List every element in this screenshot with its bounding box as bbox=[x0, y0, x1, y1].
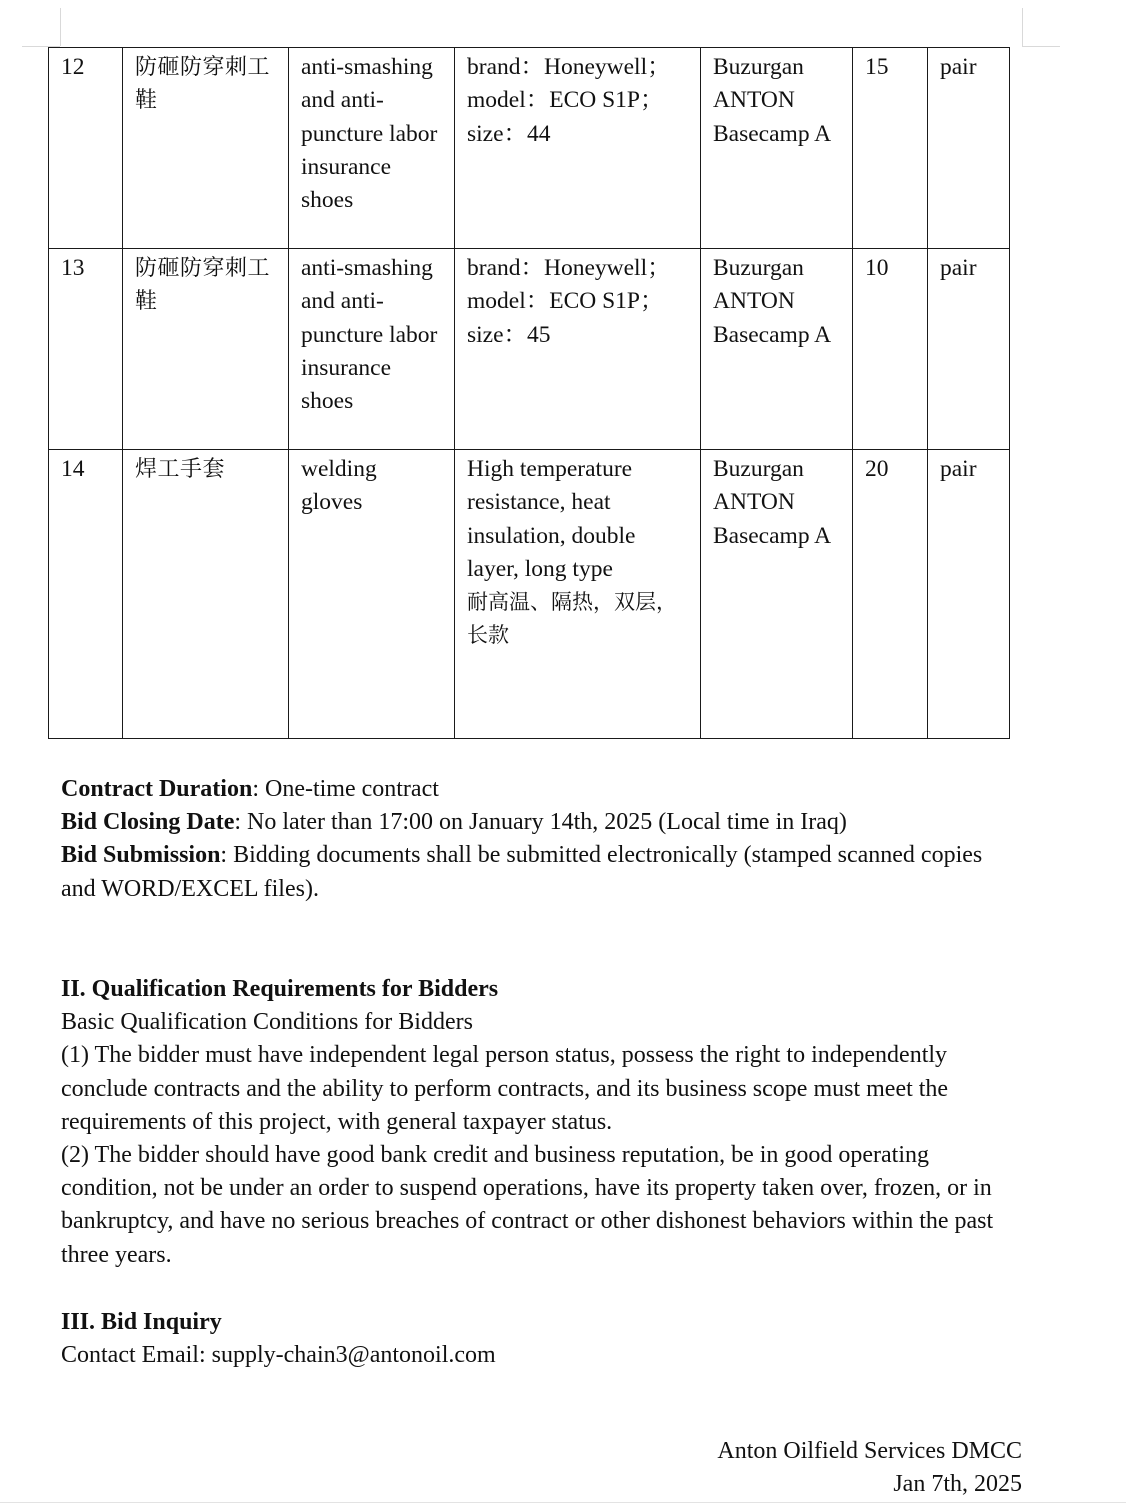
item-name-cn: 防砸防穿刺工鞋 bbox=[123, 249, 289, 450]
table-row bbox=[49, 48, 1010, 249]
qualification-heading-text: II. Qualification Requirements for Bidders bbox=[61, 976, 499, 1002]
qualification-section bbox=[61, 973, 1021, 1272]
corner-mark-left-vertical bbox=[60, 8, 61, 46]
contract-duration-label: Contract Duration bbox=[61, 776, 253, 802]
item-unit: pair bbox=[928, 450, 1010, 739]
bid-submission-value: : Bidding documents shall be submitted electronically (stamped scanned copies and WORD/EXCEL files). bbox=[61, 842, 983, 902]
item-number: 13 bbox=[49, 249, 123, 450]
qualification-subheading: Basic Qualification Conditions for Bidders bbox=[61, 1009, 473, 1036]
item-number: 12 bbox=[49, 48, 123, 249]
item-spec bbox=[455, 450, 701, 739]
company-name: Anton Oilfield Services DMCC bbox=[717, 1438, 1022, 1464]
bid-submission-label: Bid Submission bbox=[61, 842, 221, 869]
items-table bbox=[48, 47, 1010, 739]
item-location: Buzurgan ANTON Basecamp A bbox=[701, 249, 853, 450]
item-name-en: welding gloves bbox=[289, 450, 455, 739]
qualification-item-2: (2) The bidder should have good bank credit and business reputation, be in good operating condition, not be under an order to suspend operations, have its property taken over, frozen, or in bankruptcy, and have no serious breaches of contract or other dishonest behaviors within the past three years. bbox=[61, 1142, 994, 1268]
item-spec bbox=[455, 48, 701, 249]
item-number: 14 bbox=[49, 450, 123, 739]
table-row bbox=[49, 249, 1010, 450]
item-unit: pair bbox=[928, 249, 1010, 450]
item-quantity: 10 bbox=[853, 249, 928, 450]
item-name-cn: 防砸防穿刺工鞋 bbox=[123, 48, 289, 249]
item-name-en: anti-smashing and anti-puncture labor insurance shoes bbox=[289, 249, 455, 450]
item-spec-text: brand：Honeywell；model：ECO S1P；size：44 bbox=[467, 54, 671, 147]
table-row bbox=[49, 450, 1010, 739]
item-spec bbox=[455, 249, 701, 450]
corner-mark-right-horizontal bbox=[1022, 46, 1060, 47]
qualification-item-1: (1) The bidder must have independent legal person status, possess the right to independently conclude contracts and the ability to perform contracts, and its business scope must meet the requirements of this project, with general taxpayer status. bbox=[61, 1042, 949, 1135]
inquiry-heading bbox=[61, 1306, 1021, 1339]
contract-duration-line bbox=[61, 773, 1021, 806]
item-name-en: anti-smashing and anti-puncture labor insurance shoes bbox=[289, 48, 455, 249]
bid-closing-value: : No later than 17:00 on January 14th, 2025 (Local time in Iraq) bbox=[234, 809, 847, 836]
bid-closing-line bbox=[61, 806, 1021, 839]
contact-email[interactable]: Contact Email: supply-chain3@antonoil.com bbox=[61, 1342, 496, 1369]
contract-info bbox=[61, 773, 1021, 906]
inquiry-heading-text: III. Bid Inquiry bbox=[61, 1309, 222, 1335]
item-spec-text: brand：Honeywell；model：ECO S1P；size：45 bbox=[467, 255, 671, 348]
item-location: Buzurgan ANTON Basecamp A bbox=[701, 48, 853, 249]
qualification-heading bbox=[61, 973, 1021, 1006]
item-name-cn: 焊工手套 bbox=[123, 450, 289, 739]
item-quantity: 15 bbox=[853, 48, 928, 249]
inquiry-section bbox=[61, 1306, 1021, 1372]
corner-mark-right-vertical bbox=[1022, 8, 1023, 46]
bid-submission-line bbox=[61, 839, 1021, 905]
signature-date: Jan 7th, 2025 bbox=[893, 1471, 1022, 1498]
item-location: Buzurgan ANTON Basecamp A bbox=[701, 450, 853, 739]
item-spec-text: High temperature resistance, heat insulation, double layer, long type bbox=[467, 456, 636, 582]
item-spec-cn: 耐高温、隔热，双层，长款 bbox=[467, 590, 677, 648]
item-unit: pair bbox=[928, 48, 1010, 249]
bid-closing-label: Bid Closing Date bbox=[61, 809, 235, 836]
item-quantity: 20 bbox=[853, 450, 928, 739]
signature-block bbox=[717, 1435, 1022, 1501]
contract-duration-value: : One-time contract bbox=[252, 776, 439, 802]
page-bottom-rule bbox=[0, 1502, 1126, 1503]
